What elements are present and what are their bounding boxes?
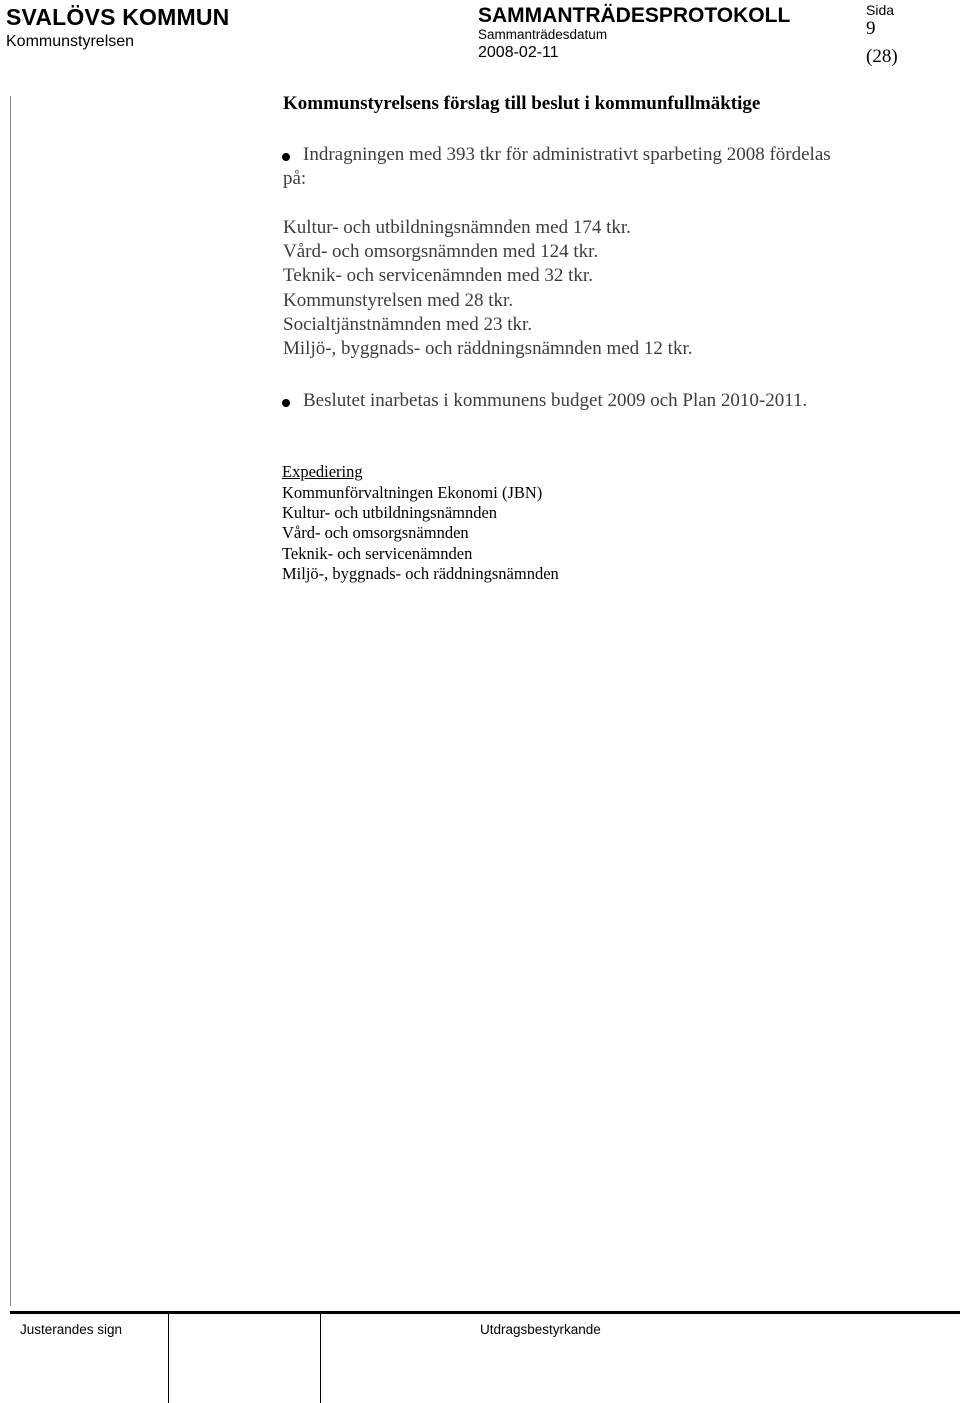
bullet-text: Indragningen med 393 tkr för administrativt sparbeting 2008 fördelas bbox=[303, 144, 831, 165]
utdragsbestyrkande-label: Utdragsbestyrkande bbox=[480, 1322, 601, 1337]
footer-divider bbox=[320, 1311, 321, 1403]
document-title: SAMMANTRÄDESPROTOKOLL bbox=[478, 4, 791, 27]
justerandes-sign-label: Justerandes sign bbox=[20, 1322, 123, 1337]
allocation-line: Kultur- och utbildningsnämnden med 174 tkr. bbox=[283, 217, 631, 238]
organization-name: SVALÖVS KOMMUN bbox=[6, 4, 230, 30]
recipient-item: Kultur- och utbildningsnämnden bbox=[282, 503, 498, 522]
recipient-item: Vård- och omsorgsnämnden bbox=[282, 523, 469, 542]
meeting-date-label: Sammanträdesdatum bbox=[478, 27, 608, 42]
bullet-text-continuation: på: bbox=[283, 168, 307, 189]
organization-unit: Kommunstyrelsen bbox=[6, 33, 135, 50]
recipient-item: Teknik- och servicenämnden bbox=[282, 544, 473, 563]
footer-rule bbox=[10, 1311, 960, 1314]
allocation-line: Socialtjänstnämnden med 23 tkr. bbox=[283, 314, 533, 335]
bullet-icon bbox=[282, 399, 290, 407]
allocation-line: Miljö-, byggnads- och räddningsnämnden med 12 tkr. bbox=[283, 338, 693, 359]
page-total: (28) bbox=[866, 46, 898, 67]
section-heading: Kommunstyrelsens förslag till beslut i kommunfullmäktige bbox=[283, 93, 761, 114]
recipient-item: Miljö-, byggnads- och räddningsnämnden bbox=[282, 564, 559, 583]
page-number: 9 bbox=[866, 18, 876, 39]
recipient-item: Kommunförvaltningen Ekonomi (JBN) bbox=[282, 483, 543, 502]
allocation-line: Kommunstyrelsen med 28 tkr. bbox=[283, 290, 514, 311]
allocation-line: Teknik- och servicenämnden med 32 tkr. bbox=[283, 265, 593, 286]
footer-divider bbox=[168, 1311, 169, 1403]
bullet-text: Beslutet inarbetas i kommunens budget 2009 och Plan 2010-2011. bbox=[303, 390, 808, 411]
allocation-line: Vård- och omsorgsnämnden med 124 tkr. bbox=[283, 241, 599, 262]
page-label: Sida bbox=[866, 2, 895, 18]
expediering-heading: Expediering bbox=[282, 462, 363, 481]
meeting-date-value: 2008-02-11 bbox=[478, 44, 559, 61]
left-margin-rule bbox=[10, 96, 11, 1306]
bullet-icon bbox=[282, 153, 290, 161]
